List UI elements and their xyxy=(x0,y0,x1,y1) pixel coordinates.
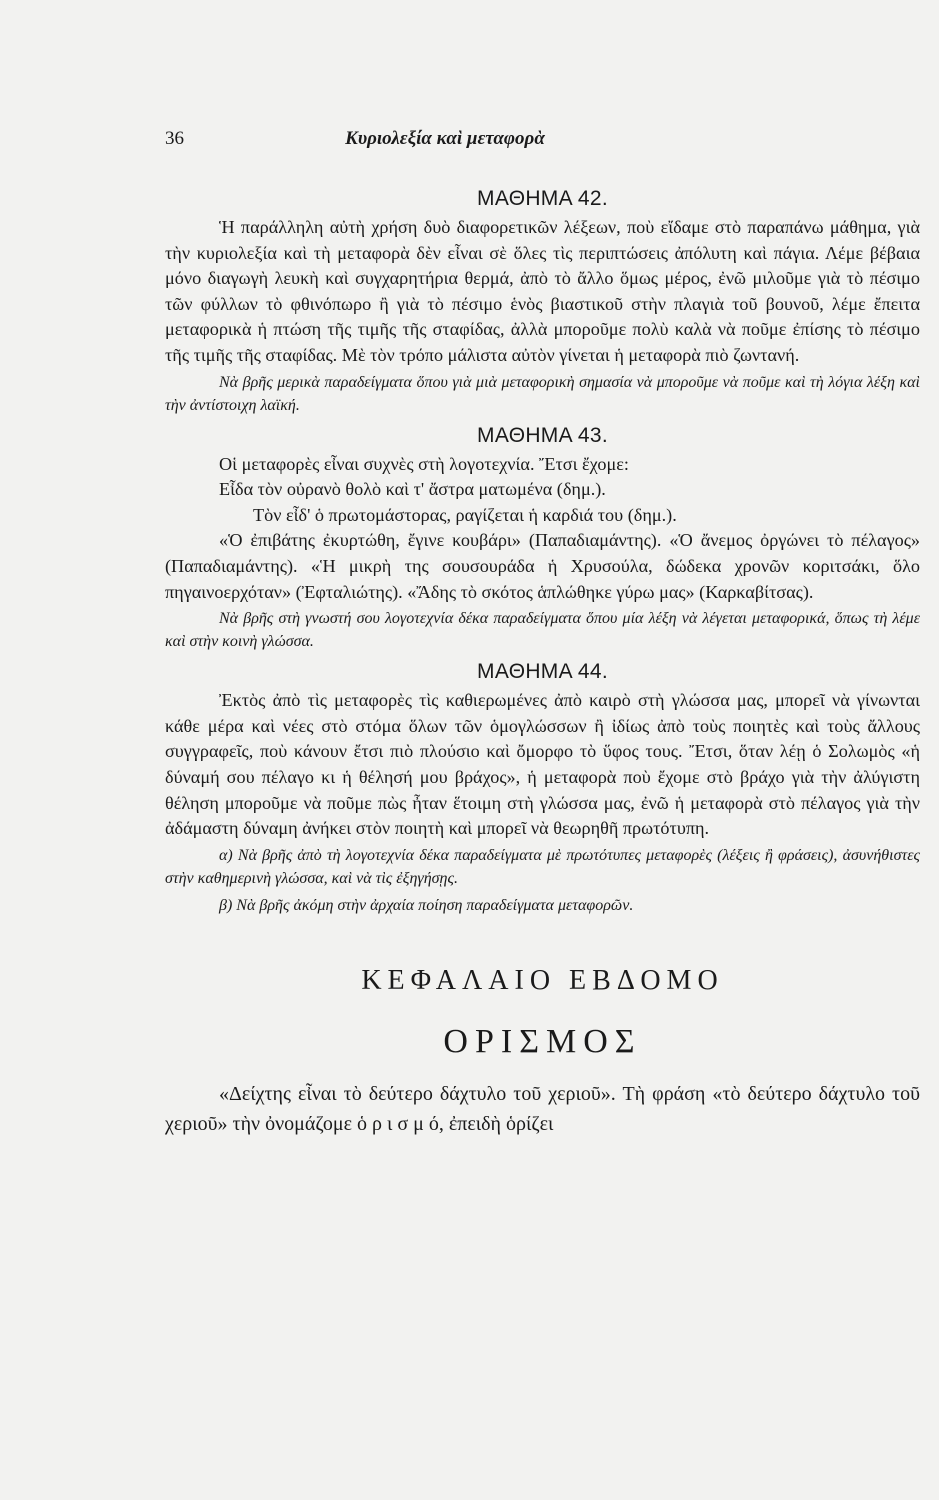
running-title: Κυριολεξία καὶ μεταφορὰ xyxy=(345,128,545,149)
lesson-43-heading: ΜΑΘΗΜΑ 43. xyxy=(477,423,608,447)
page-header xyxy=(165,128,725,156)
page-number: 36 xyxy=(165,128,184,149)
lesson-44-paragraph: Ἐκτὸς ἀπὸ τὶς μεταφορὲς τὶς καθιερωμένες ἀπὸ καιρὸ στὴ γλώσσα μας, μπορεῖ νὰ γίνωνται κάθε μέρα καὶ νέες στὸ στόμα ὅλων τῶν ὁμογλώσσων ἢ ἰδίως ἀπὸ τοὺς ποιητὲς καὶ τοὺς ἄλλους συγγραφεῖς, ποὺ κάνουν ἔτσι πιὸ πλούσιο καὶ ὄμορφο τὸ ὕφος τους. Ἔτσι, ὅταν λέῃ ὁ Σολωμὸς «ἡ δύναμή σου πέλαγο κι ἡ θέλησή μου βράχος», ἡ μεταφορὰ ποὺ ἔχομε στὸ βράχο γιὰ τὴν ἀλύγιστη θέληση μποροῦμε νὰ ποῦμε πὼς ἦταν ἕτοιμη στὴ γλώσσα μας, ἐνῶ ἡ μεταφορὰ στὸ πέλαγος γιὰ τὴν ἀδάμαστη δύναμη ἀνήκει στὸν ποιητὴ καὶ μπορεῖ νὰ θεωρηθῆ πρωτότυπη. xyxy=(165,690,920,839)
lesson-42-heading: ΜΑΘΗΜΑ 42. xyxy=(477,187,608,210)
lesson-44-exercise-b: β) Νὰ βρῆς ἀκόμη στὴν ἀρχαία ποίηση παραδείγματα μεταφορῶν. xyxy=(219,896,634,914)
lesson-42-paragraph: Ἡ παράλληλη αὐτὴ χρήση δυὸ διαφορετικῶν λέξεων, ποὺ εἴδαμε στὸ παραπάνω μάθημα, γιὰ τὴν κυριολεξία καὶ τὴ μεταφορὰ δὲν εἶναι σὲ ὅλες τὶς περιπτώσεις ἀπόλυτη καὶ πάγια. Λέμε βέβαια μόνο διαγωγὴ λευκὴ καὶ συγχαρητήρια θερμά, ἀπὸ τὸ ἄλλο ὅμως μέρος, ἐνῶ μιλοῦμε γιὰ τὸ πέσιμο τῶν φύλλων τὸ φθινόπωρο ἢ γιὰ τὸ πέσιμο ἑνὸς βιαστικοῦ στὴν πλαγιὰ τοῦ βουνοῦ, λέμε ἔπειτα μεταφορικὰ ἡ πτώση τῆς τιμῆς τῆς σταφίδας, ἀλλὰ μποροῦμε πολὺ καλὰ νὰ ποῦμε ἐπίσης τὸ πέσιμο τῆς τιμῆς τῆς σταφίδας. Μὲ τὸν τρόπο μάλιστα αὐτὸν γίνεται ἡ μεταφορὰ πιὸ ζωντανή. xyxy=(165,217,920,365)
section-title: ΟΡΙΣΜΟΣ xyxy=(443,1022,642,1060)
lesson-44-exercise-a: α) Νὰ βρῆς ἀπὸ τὴ λογοτεχνία δέκα παραδείγματα μὲ πρωτότυπες μεταφορὲς (λέξεις ἢ φράσεις), ἀσυνήθιστες στὴν καθημερινὴ γλώσσα, καὶ νὰ τὶς ἐξηγήσῃς. xyxy=(165,846,920,887)
lesson-42-exercise: Νὰ βρῆς μερικὰ παραδείγματα ὅπου γιὰ μιὰ μεταφορικὴ σημασία νὰ μποροῦμε νὰ ποῦμε καὶ τὴ λόγια λέξη καὶ τὴν ἀντίστοιχη λαϊκή. xyxy=(165,373,920,414)
lesson-43-exercise: Νὰ βρῆς στὴ γνωστή σου λογοτεχνία δέκα παραδείγματα ὅπου μία λέξη νὰ λέγεται μεταφορικά, ὅπως τὴ λέμε καὶ στὴν κοινὴ γλώσσα. xyxy=(165,610,920,651)
chapter-title: ΚΕΦΑΛΑΙΟ ΕΒΔΟΜΟ xyxy=(361,964,724,996)
lesson-43-example-2: Τὸν εἶδ' ὁ πρωτομάστορας, ραγίζεται ἡ καρδιά του (δημ.). xyxy=(253,504,677,525)
chapter-paragraph: «Δείχτης εἶναι τὸ δεύτερο δάχτυλο τοῦ χεριοῦ». Τὴ φράση «τὸ δεύτερο δάχτυλο τοῦ χεριοῦ» τὴν ὀνομάζομε ὁ ρ ι σ μ ό, ἐπειδὴ ὁρίζει xyxy=(165,1082,920,1135)
lesson-43-example-1: Εἶδα τὸν οὐρανὸ θολὸ καὶ τ' ἄστρα ματωμένα (δημ.). xyxy=(219,479,606,500)
lesson-43-intro: Οἱ μεταφορὲς εἶναι συχνὲς στὴ λογοτεχνία. Ἔτσι ἔχομε: xyxy=(219,453,629,474)
page-body xyxy=(165,182,920,1139)
lesson-44-heading: ΜΑΘΗΜΑ 44. xyxy=(477,660,608,684)
lesson-43-examples: «Ὁ ἐπιβάτης ἐκυρτώθη, ἔγινε κουβάρι» (Παπαδιαμάντης). «Ὁ ἄνεμος ὀργώνει τὸ πέλαγος» (Παπαδιαμάντης). «Ἡ μικρὴ της σουσουράδα ἡ Χρυσούλα, δώδεκα χρονῶν κοριτσάκι, ὅλο πηγαινοερχόταν» (Ἐφταλιώτης). «Ἄδης τὸ σκότος ἁπλώθηκε γύρω μας» (Καρκαβίτσας). xyxy=(165,530,920,602)
